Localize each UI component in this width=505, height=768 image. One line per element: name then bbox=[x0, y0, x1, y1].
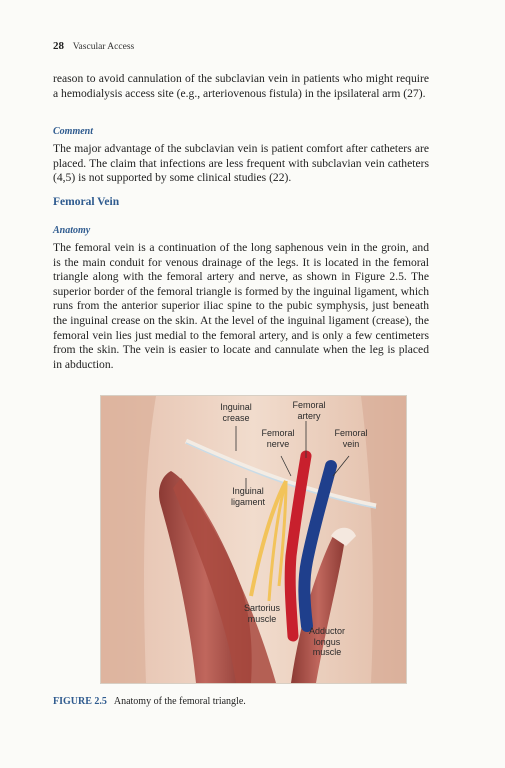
running-header bbox=[53, 40, 134, 52]
anatomy-paragraph: The femoral vein is a continuation of the long saphenous vein in the groin, and is the main conduit for venous drainage of the legs. It is located in the femoral triangle along with the femoral artery and nerve, as shown in Figure 2.5. The superior border of the femoral triangle is formed by the inguinal ligament, which runs from the anterior superior iliac spine to the pubic symphysis, just beneath the inguinal crease on the skin. At the level of the inguinal ligament (crease), the femoral vein lies just medial to the femoral artery, and is only a few centimeters from the skin. The vein is easier to locate and cannulate when the leg is placed in abduction. bbox=[53, 241, 429, 371]
figure-caption-text: Anatomy of the femoral triangle. bbox=[113, 696, 246, 707]
comment-paragraph: The major advantage of the subclavian vein is patient comfort after catheters are placed. The claim that infections are less frequent with subclavian vein catheters (4,5) is not supported by some clinical studies (22). bbox=[53, 142, 429, 185]
label-femoral-vein: Femoral vein bbox=[334, 428, 368, 449]
label-femoral-artery: Femoral artery bbox=[292, 400, 326, 421]
running-title: Vascular Access bbox=[72, 42, 135, 52]
comment-heading: Comment bbox=[53, 126, 94, 137]
figure-caption bbox=[53, 696, 246, 707]
label-sartorius-muscle: Sartorius muscle bbox=[243, 603, 280, 624]
label-adductor-longus-muscle: Adductor longus muscle bbox=[308, 626, 346, 657]
paragraph-subclavian-end: reason to avoid cannulation of the subclavian vein in patients who might require a hemodialysis access site (e.g., arteriovenous fistula) in the ipsilateral arm (27). bbox=[53, 72, 429, 100]
section-title-femoral-vein: Femoral Vein bbox=[53, 196, 120, 208]
anatomy-heading: Anatomy bbox=[53, 225, 91, 236]
label-femoral-nerve: Femoral nerve bbox=[261, 428, 295, 449]
label-inguinal-crease: Inguinal crease bbox=[220, 402, 252, 423]
page-number: 28 bbox=[53, 40, 64, 52]
femoral-triangle-figure bbox=[100, 395, 407, 684]
label-inguinal-ligament: Inguinal ligament bbox=[230, 486, 266, 507]
figure-number: FIGURE 2.5 bbox=[53, 696, 107, 707]
